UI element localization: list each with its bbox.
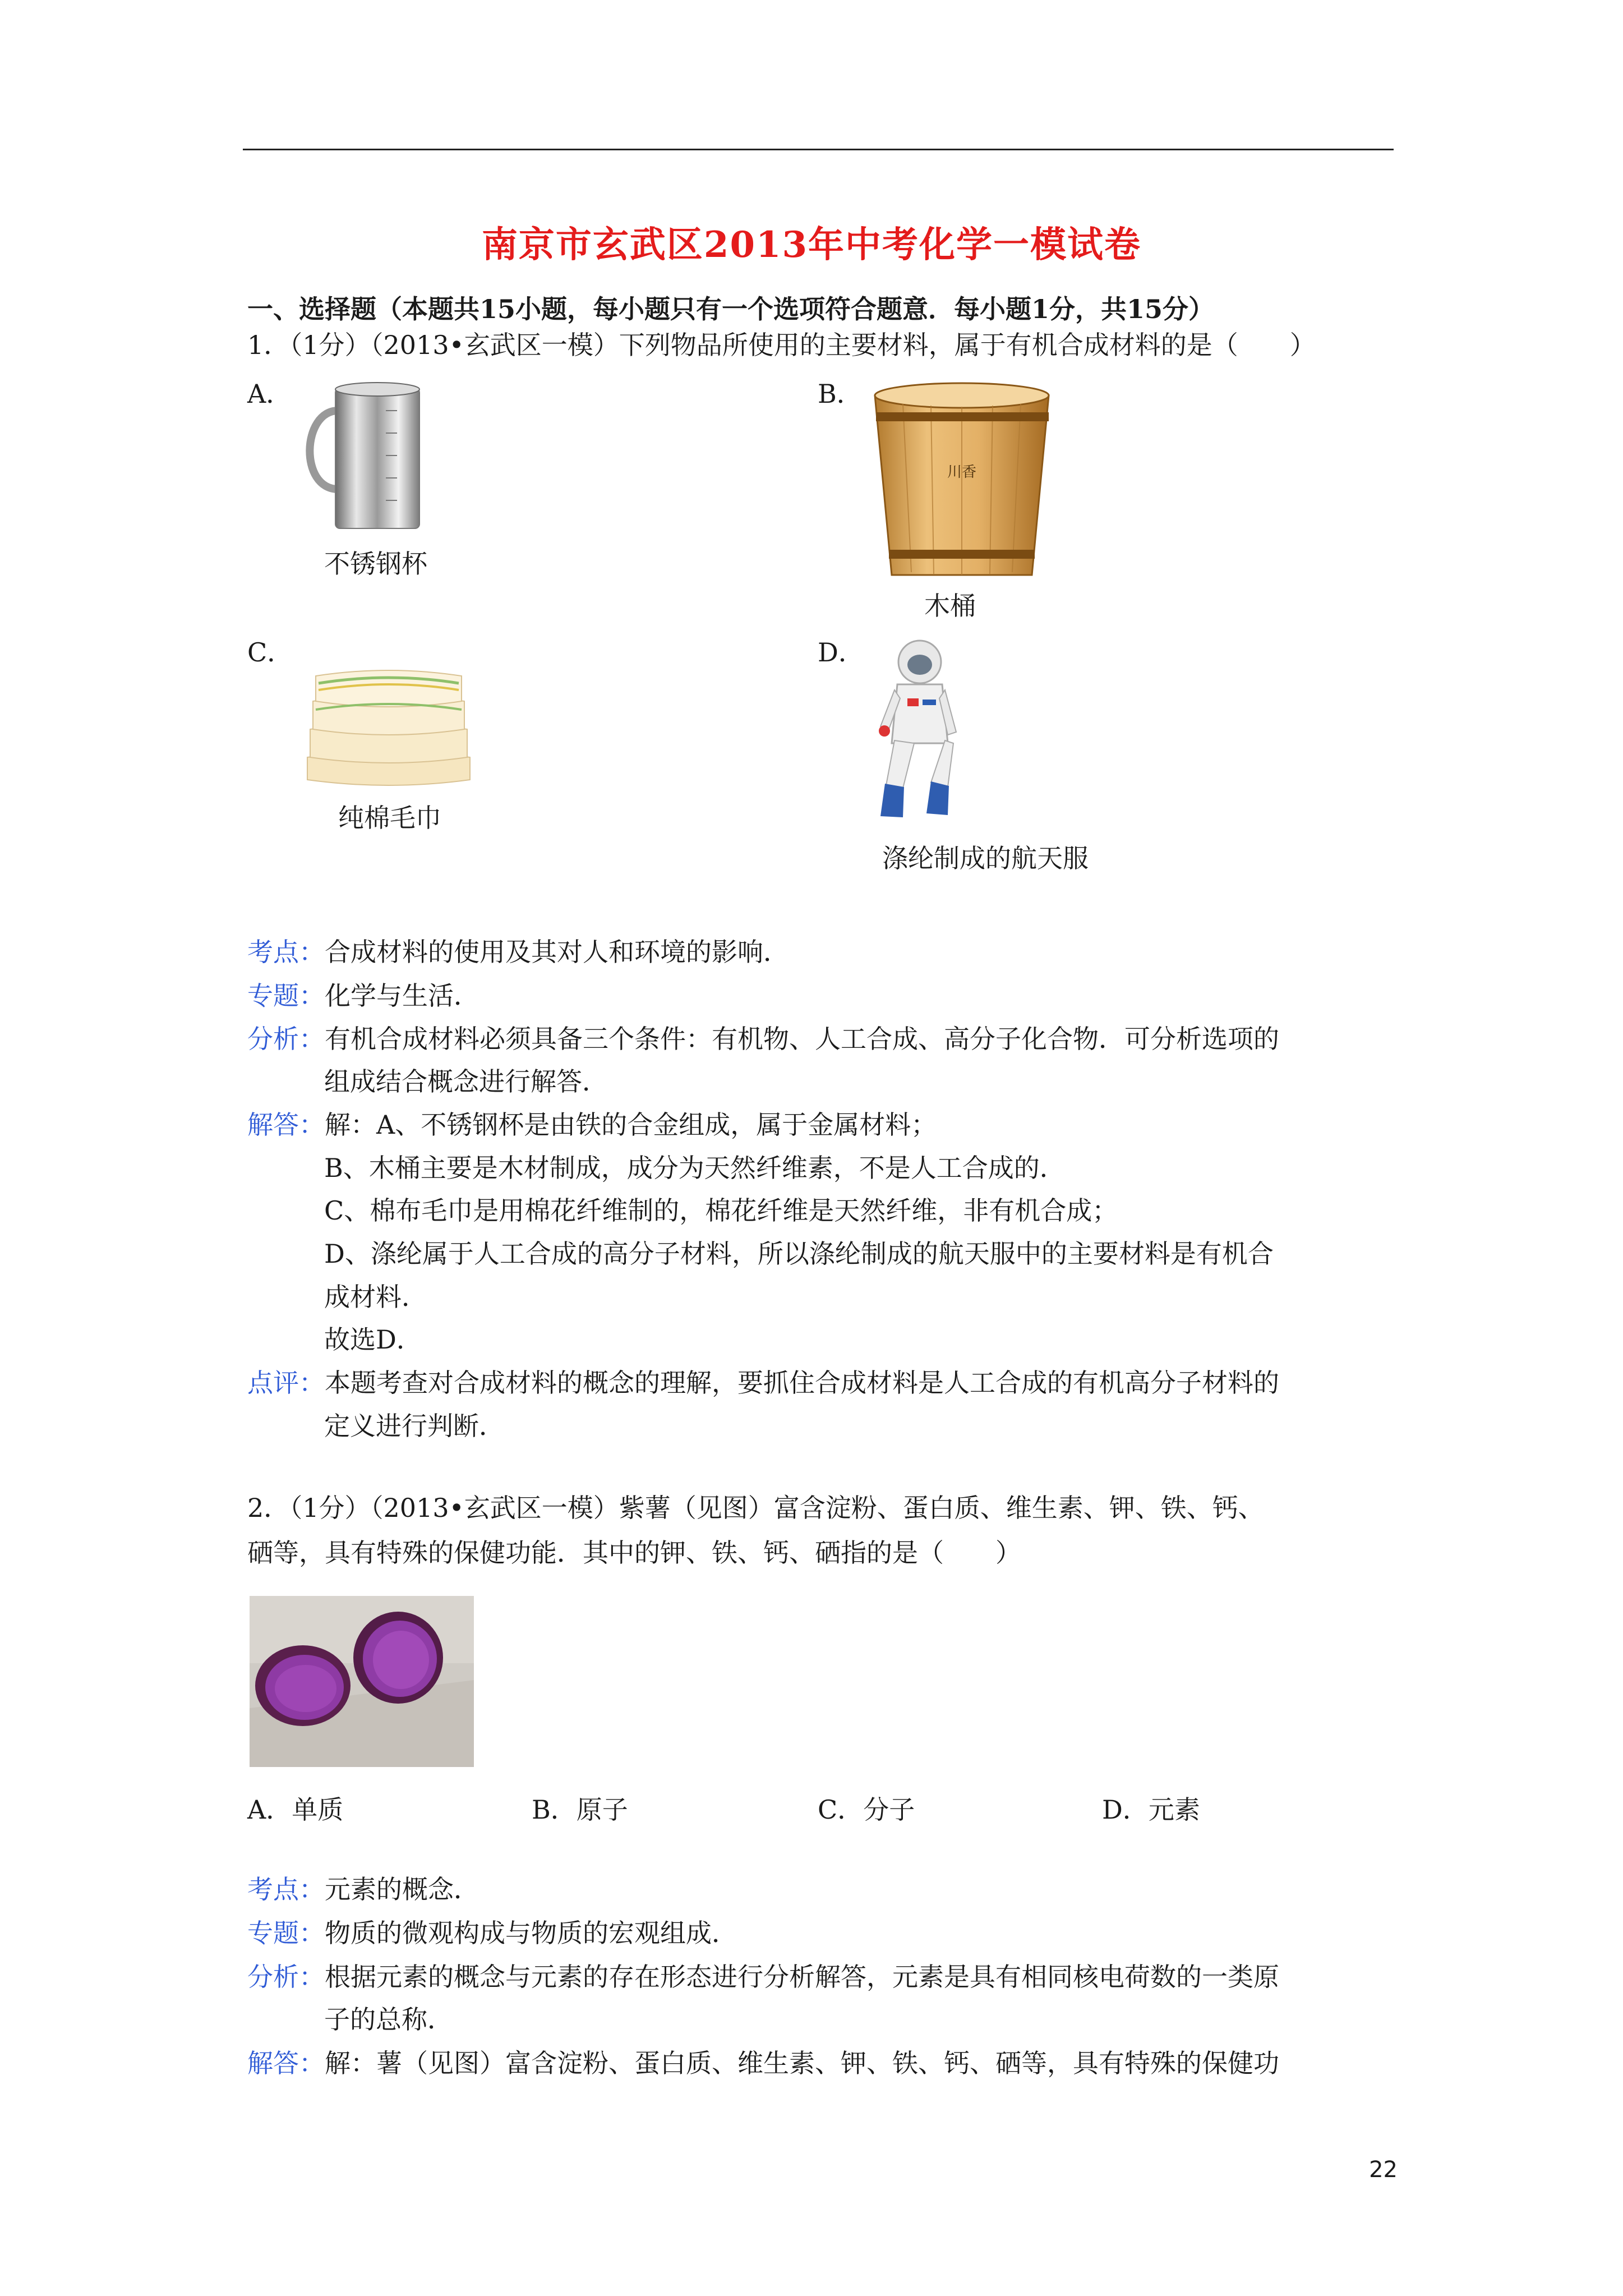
wooden-bucket-image	[864, 379, 1060, 586]
jieda-text: 解：薯（见图）富含淀粉、蛋白质、维生素、钾、铁、钙、硒等，具有特殊的保健功	[325, 2048, 1279, 2078]
zhuanti-text: 化学与生活．	[325, 981, 479, 1011]
q1-option-c-letter: C．	[247, 637, 293, 668]
q1-jieda-row	[247, 1108, 937, 1142]
zhuanti-label: 专题：	[247, 1918, 325, 1948]
bucket-label: 川香	[947, 464, 977, 481]
fenxi-text: 有机合成材料必须具备三个条件：有机物、人工合成、高分子化合物．可分析选项的	[325, 1024, 1279, 1054]
q2-stem-line1: 2．（1分）（2013•玄武区一模）紫薯（见图）富含淀粉、蛋白质、维生素、钾、铁、钙、	[247, 1493, 1264, 1523]
q1-option-a-caption: 不锈钢杯	[324, 549, 427, 579]
q1-fenxi-line2: 组成结合概念进行解答．	[324, 1066, 608, 1097]
fenxi-label: 分析：	[247, 1024, 325, 1054]
q1-option-c-caption: 纯棉毛巾	[338, 803, 441, 833]
zhuanti-label: 专题：	[247, 981, 325, 1011]
q1-dianping-line2: 定义进行判断．	[324, 1411, 505, 1441]
space-suit-image	[864, 637, 976, 825]
q2-stem-line2: 硒等，具有特殊的保健功能．其中的钾、铁、钙、硒指的是（ ）	[247, 1538, 1021, 1568]
section-heading: 一、选择题（本题共15小题，每小题只有一个选项符合题意．每小题1分，共15分）	[247, 294, 1215, 324]
zhuanti-text: 物质的微观构成与物质的宏观组成．	[325, 1918, 737, 1948]
q2-jieda-row	[247, 2046, 1279, 2080]
jieda-label: 解答：	[247, 2048, 325, 2078]
kaodian-text: 元素的概念．	[325, 1874, 479, 1904]
q2-kaodian-row	[247, 1872, 479, 1906]
q1-dianping-row	[247, 1366, 1279, 1400]
page-number: 22	[1369, 2157, 1398, 2183]
q1-jieda-line3: C、棉布毛巾是用棉花纤维制的，棉花纤维是天然纤维，非有机合成；	[324, 1195, 1118, 1226]
fenxi-label: 分析：	[247, 1962, 325, 1992]
q2-fenxi-row	[247, 1960, 1279, 1994]
dianping-label: 点评：	[247, 1368, 325, 1398]
kaodian-text: 合成材料的使用及其对人和环境的影响．	[325, 937, 789, 967]
page-title: 南京市玄武区2013年中考化学一模试卷	[481, 224, 1142, 266]
q1-jieda-line6: 故选D．	[324, 1324, 422, 1355]
q2-option-a: A．单质	[247, 1795, 344, 1825]
q2-fenxi-line2: 子的总称．	[324, 2004, 453, 2035]
cotton-towels-image	[296, 662, 481, 797]
q1-option-b-caption: 木桶	[924, 591, 976, 621]
q1-option-d-caption: 涤纶制成的航天服	[882, 843, 1089, 873]
jieda-text: 解：A、不锈钢杯是由铁的合金组成，属于金属材料；	[325, 1110, 937, 1140]
q1-fenxi-row	[247, 1022, 1279, 1056]
jieda-label: 解答：	[247, 1110, 325, 1140]
stainless-steel-cup-image	[296, 377, 431, 534]
q1-zhuanti-row	[247, 979, 479, 1013]
kaodian-label: 考点：	[247, 937, 325, 967]
q1-option-d-letter: D．	[818, 637, 864, 668]
dianping-text: 本题考查对合成材料的概念的理解，要抓住合成材料是人工合成的有机高分子材料的	[325, 1368, 1279, 1398]
q2-option-c: C．分子	[818, 1795, 915, 1825]
q2-option-b: B．原子	[532, 1795, 628, 1825]
fenxi-text: 根据元素的概念与元素的存在形态进行分析解答，元素是具有相同核电荷数的一类原	[325, 1962, 1279, 1992]
purple-sweet-potato-image	[250, 1596, 474, 1767]
q1-jieda-line5: 成材料．	[324, 1282, 427, 1312]
q1-kaodian-row	[247, 935, 789, 969]
q1-option-a-letter: A．	[247, 379, 292, 409]
header-rule	[243, 149, 1394, 150]
q2-zhuanti-row	[247, 1916, 737, 1950]
kaodian-label: 考点：	[247, 1874, 325, 1904]
q2-option-d: D．元素	[1102, 1795, 1200, 1825]
q1-jieda-line4: D、涤纶属于人工合成的高分子材料，所以涤纶制成的航天服中的主要材料是有机合	[324, 1239, 1274, 1269]
q1-option-b-letter: B．	[818, 379, 863, 409]
q1-stem: 1．（1分）（2013•玄武区一模）下列物品所使用的主要材料，属于有机合成材料的是（ ）	[247, 330, 1316, 360]
q1-jieda-line2: B、木桶主要是木材制成，成分为天然纤维素，不是人工合成的．	[324, 1153, 1066, 1183]
